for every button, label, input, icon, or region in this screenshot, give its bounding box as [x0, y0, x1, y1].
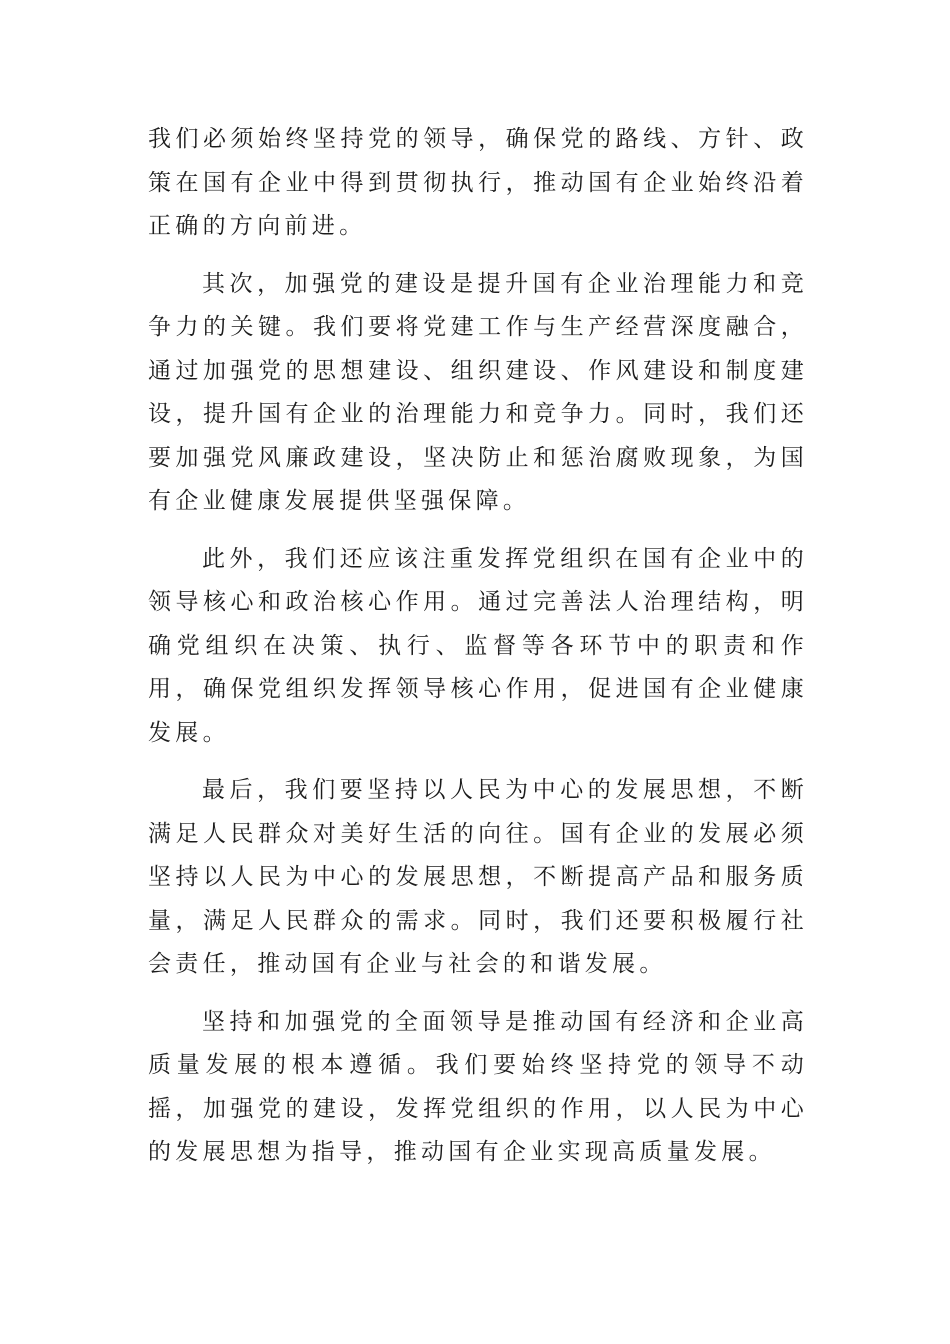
paragraph-4: 最后，我们要坚持以人民为中心的发展思想，不断满足人民群众对美好生活的向往。国有企业的发展必须坚持以人民为中心的发展思想，不断提高产品和服务质量，满足人民群众的需求。同时，我们还要积极履行社会责任，推动国有企业与社会的和谐发展。 [148, 777, 808, 977]
paragraph-1: 我们必须始终坚持党的领导，确保党的路线、方针、政策在国有企业中得到贯彻执行，推动国有企业始终沿着正确的方向前进。 [148, 126, 808, 239]
paragraph-3: 此外，我们还应该注重发挥党组织在国有企业中的领导核心和政治核心作用。通过完善法人治理结构，明确党组织在决策、执行、监督等各环节中的职责和作用，确保党组织发挥领导核心作用，促进国有企业健康发展。 [148, 545, 808, 746]
document-body [148, 118, 808, 1175]
paragraph-5: 坚持和加强党的全面领导是推动国有经济和企业高质量发展的根本遵循。我们要始终坚持党的领导不动摇，加强党的建设，发挥党组织的作用，以人民为中心的发展思想为指导，推动国有企业实现高质量发展。 [148, 1008, 808, 1165]
paragraph-2: 其次，加强党的建设是提升国有企业治理能力和竞争力的关键。我们要将党建工作与生产经营深度融合，通过加强党的思想建设、组织建设、作风建设和制度建设，提升国有企业的治理能力和竞争力。同时，我们还要加强党风廉政建设，坚决防止和惩治腐败现象，为国有企业健康发展提供坚强保障。 [148, 270, 808, 514]
